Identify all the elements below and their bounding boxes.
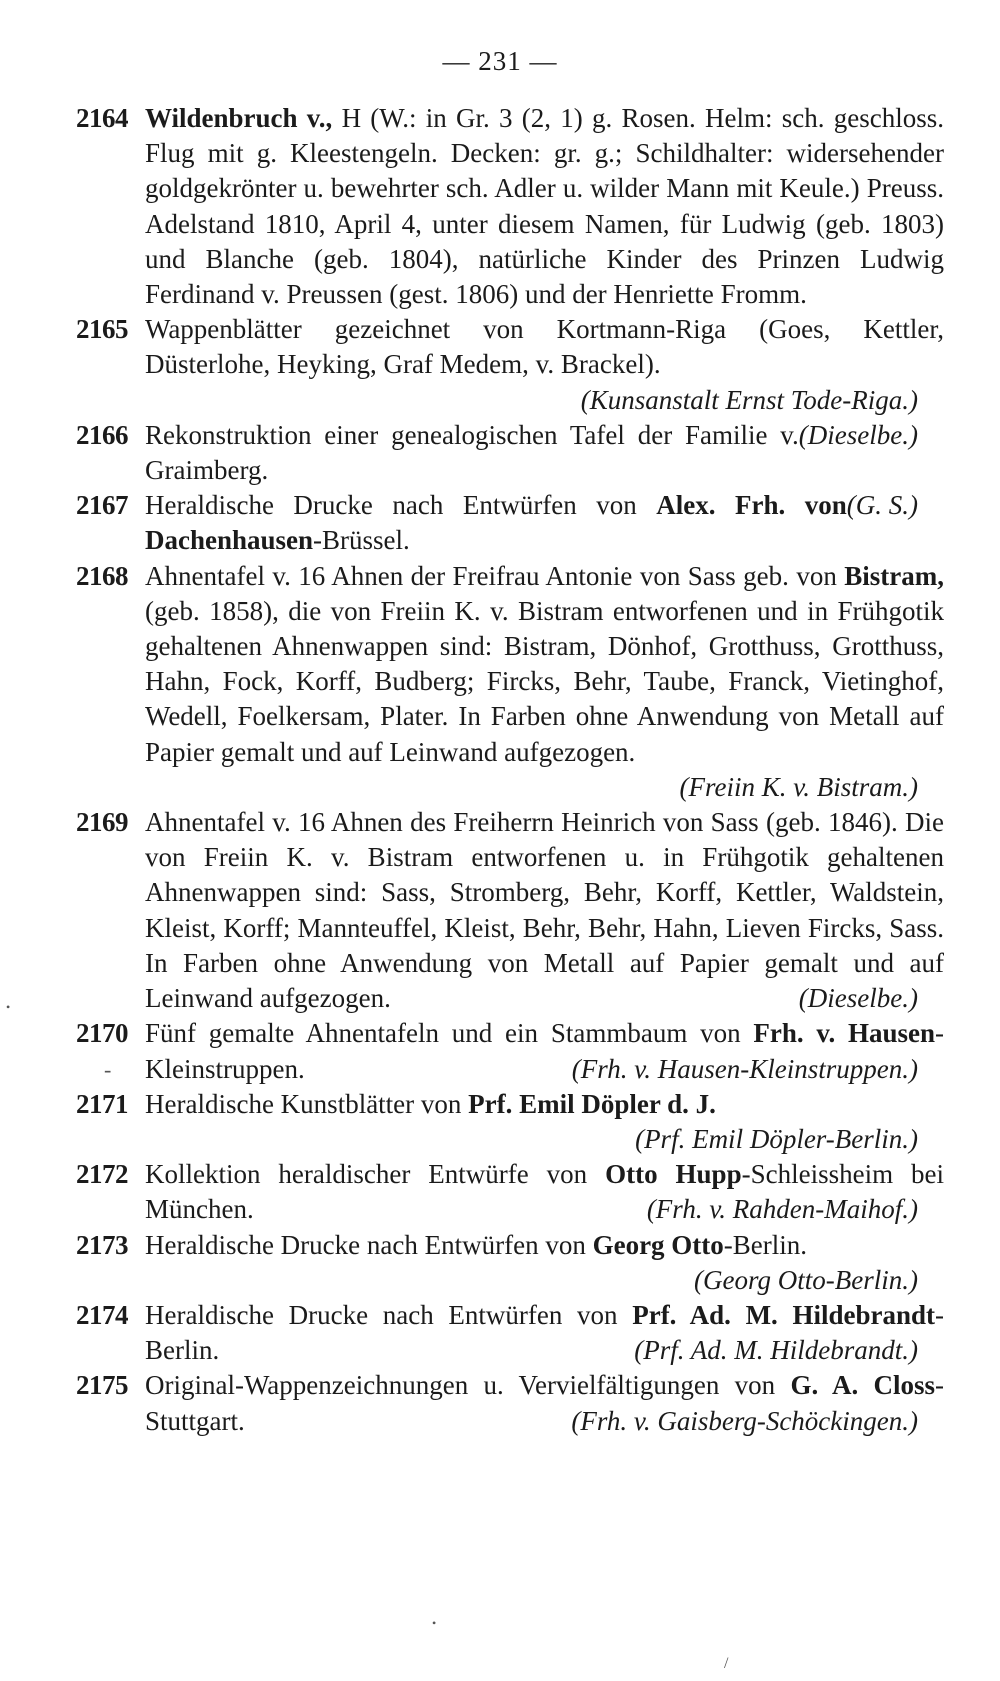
entry-credit: (Georg Otto-Berlin.) [694, 1264, 918, 1295]
entry-credit: (Freiin K. v. Bistram.) [679, 771, 918, 802]
entry-number: 2171 [76, 1088, 128, 1119]
entry-location: -Schleissheim bei München. [145, 1159, 944, 1225]
catalog-entry-2169 [76, 805, 944, 1016]
entry-number: 2173 [76, 1229, 128, 1260]
entry-number: 2165 [76, 314, 128, 345]
margin-dash-mark: - [104, 1057, 112, 1082]
entry-description: H (W.: in Gr. 3 (2, 1) g. Rosen. Helm: sch. geschloss. Flug mit g. Kleestengeln. Decken: gr. g.; Schildhalter: widersehender goldgekrönter u. bewehrter sch. Adler u. wilder Mann mit Keule.) Preuss. Adelstand 1810, April 4, unter diesem Namen, für Ludwig (geb. 1803) und Blanche (geb. 1804), natürliche Kinder des Prinzen Ludwig Ferdinand v. Preussen (gest. 1806) und der Henriette Fromm. [145, 103, 944, 310]
entry-name: Wildenbruch v., [145, 103, 333, 133]
entry-credit: (Dieselbe.) [798, 983, 918, 1014]
entry-description: Heraldische Drucke nach Entwürfen von [145, 1299, 618, 1330]
entry-artist: Prf. Ad. M. Hildebrandt [632, 1299, 936, 1330]
bottom-dot-mark: • [432, 1616, 437, 1630]
catalog-entry-2172 [76, 1157, 944, 1227]
catalog-entry-2170 [76, 1016, 944, 1086]
entry-text [145, 488, 944, 558]
entry-name: Bistram, [844, 560, 944, 591]
catalog-entry-2175 [76, 1368, 944, 1438]
entry-number: 2170 [76, 1018, 128, 1049]
entry-location: -Kleinstruppen. [145, 1018, 945, 1084]
catalog-entry-2167 [76, 488, 944, 558]
entry-location: -Berlin. [145, 1299, 945, 1366]
entry-credit: (Frh. v. Rahden-Maihof.) [646, 1194, 918, 1225]
entry-location: -Brüssel. [313, 525, 410, 556]
entry-number: 2172 [76, 1159, 128, 1190]
entry-artist: Georg Otto [592, 1229, 724, 1260]
entry-description: Ahnentafel v. 16 Ahnen der Freifrau Antonie von Sass geb. von [145, 560, 837, 591]
catalog-entry-2165 [76, 312, 944, 418]
entry-description: Fünf gemalte Ahnentafeln und ein Stammbaum von [145, 1018, 741, 1049]
entry-text [145, 1228, 944, 1263]
entry-description: Kollektion heraldischer Entwürfe von [145, 1159, 588, 1190]
entry-credit: (Prf. Ad. M. Hildebrandt.) [634, 1335, 918, 1366]
entry-credit: (Frh. v. Gaisberg-Schöckingen.) [571, 1405, 918, 1436]
entry-text [145, 559, 944, 770]
entry-text [145, 1087, 944, 1122]
bottom-tick-mark: / [724, 1655, 729, 1672]
margin-dot-mark: • [6, 1000, 11, 1014]
entry-number: 2168 [76, 560, 128, 591]
entry-number: 2164 [76, 103, 128, 133]
entry-text: Wappenblätter gezeichnet von Kortmann-Riga (Goes, Kettler, Düsterlohe, Heyking, Graf Medem, v. Brackel). [145, 314, 944, 380]
entry-description: Original-Wappenzeichnungen u. Vervielfältigungen von [145, 1370, 776, 1401]
entry-location: -Stuttgart. [145, 1370, 945, 1436]
entry-credit: (Kunsanstalt Ernst Tode-Riga.) [580, 384, 918, 415]
catalog-entry-2173 [76, 1228, 944, 1298]
entry-description: Heraldische Drucke nach Entwürfen von [145, 490, 637, 521]
entry-artist: Alex. Frh. von Dachenhausen [145, 490, 847, 556]
entry-credit: (Frh. v. Hausen-Kleinstruppen.) [571, 1053, 918, 1084]
catalog-entry-2174 [76, 1298, 944, 1368]
catalog-entries [76, 101, 944, 1439]
entry-artist: Prf. Emil Döpler d. J. [468, 1088, 716, 1119]
catalog-entry-2166 [76, 418, 944, 488]
entry-number: 2174 [76, 1299, 128, 1330]
entry-artist: Otto Hupp [605, 1159, 742, 1190]
catalog-entry-2168 [76, 559, 944, 805]
entry-credit: (Prf. Emil Döpler-Berlin.) [635, 1123, 918, 1154]
entry-artist: Frh. v. Hausen [753, 1018, 936, 1049]
entry-description: Ahnentafel v. 16 Ahnen des Freiherrn Heinrich von Sass (geb. 1846). Die von Freiin K. v. Bistram entworfenen u. in Frühgotik gehaltenen Ahnenwappen sind: Sass, Stromberg, Behr, Korff, Kettler, Waldstein, Kleist, Korff; Mannteuffel, Kleist, Behr, Behr, Hahn, Lieven Fircks, Sass. In Farben ohne Anwendung von Metall auf Papier gemalt und auf Leinwand aufgezogen. [145, 807, 944, 1014]
entry-description: Heraldische Drucke nach Entwürfen von [145, 1229, 586, 1260]
entry-description-continued: (geb. 1858), die von Freiin K. v. Bistram entworfenen und in Frühgotik gehaltenen Ahnenwappen sind: Bistram, Dönhof, Grotthuss, Grotthuss, Hahn, Fock, Korff, Budberg; Fircks, Behr, Taube, Franck, Vietinghof, Wedell, Foelkersam, Plater. In Farben ohne Anwendung von Metall auf Papier gemalt und auf Leinwand aufgezogen. [145, 595, 944, 767]
catalog-entry-2171 [76, 1087, 944, 1157]
entry-credit: (Dieselbe.) [798, 419, 918, 450]
entry-text [145, 418, 944, 488]
entry-credit: (G. S.) [846, 490, 918, 521]
entry-number: 2175 [76, 1370, 128, 1401]
entry-number: 2166 [76, 419, 128, 450]
catalog-entry-2164 [76, 101, 944, 312]
entry-number: 2169 [76, 807, 128, 838]
entry-location: -Berlin. [723, 1229, 808, 1260]
entry-description: Rekonstruktion einer genealogischen Tafel der Familie v. Graimberg. [145, 419, 799, 486]
page-number: — 231 — [442, 46, 558, 76]
entry-number: 2167 [76, 490, 128, 521]
entry-text [145, 101, 944, 312]
entry-description: Heraldische Kunstblätter von [145, 1088, 462, 1119]
entry-artist: G. A. Closs [790, 1370, 936, 1401]
